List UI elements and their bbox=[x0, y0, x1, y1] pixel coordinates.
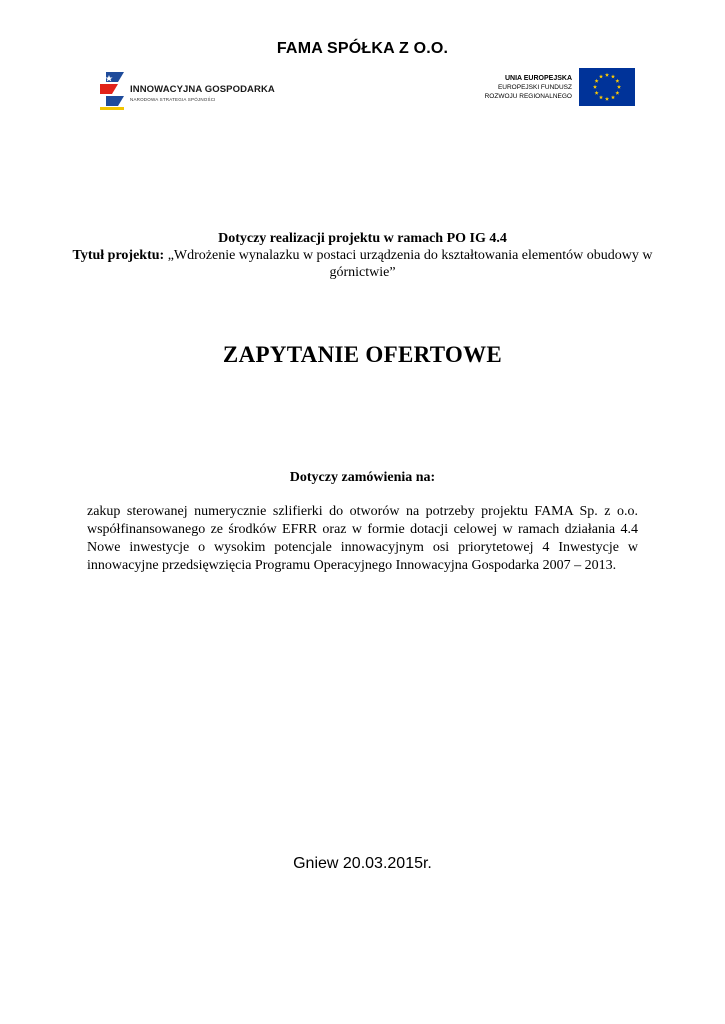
innowacyjna-gospodarka-logo bbox=[100, 72, 280, 112]
project-info bbox=[70, 230, 655, 281]
eu-logo-text bbox=[485, 74, 572, 101]
eu-fund-logo bbox=[470, 68, 635, 106]
company-name: FAMA SPÓŁKA Z O.O. bbox=[276, 40, 449, 57]
document-title: ZAPYTANIE OFERTOWE bbox=[222, 342, 503, 367]
project-title bbox=[70, 247, 655, 281]
order-heading: Dotyczy zamówienia na: bbox=[289, 470, 436, 485]
eu-logo-line1: UNIA EUROPEJSKA bbox=[504, 75, 572, 82]
eu-logo-line2: EUROPEJSKI FUNDUSZ bbox=[497, 84, 572, 91]
document-date: Gniew 20.03.2015r. bbox=[293, 855, 432, 872]
project-title-label: Tytuł projektu: bbox=[72, 248, 165, 263]
eu-flag-icon bbox=[579, 68, 635, 106]
logo-left-subtitle: NARODOWA STRATEGIA SPÓJNOŚCI bbox=[130, 97, 216, 102]
innowacyjna-gospodarka-logo-icon bbox=[100, 72, 124, 110]
project-title-value: „Wdrożenie wynalazku w postaci urządzenia do kształtowania elementów obudowy w górnictwie” bbox=[164, 248, 653, 280]
project-program: Dotyczy realizacji projektu w ramach PO IG 4.4 bbox=[218, 231, 507, 246]
eu-logo-line3: ROZWOJU REGIONALNEGO bbox=[484, 93, 572, 100]
order-description: zakup sterowanej numerycznie szlifierki do otworów na potrzeby projektu FAMA Sp. z o.o. współfinansowanego ze środków EFRR oraz w formie dotacji celowej w ramach działania 4.4 Nowe inwestycje o wysokim potencjale innowacyjnym osi priorytetowej 4 Inwestycje w innowacyjne przedsięwzięcia Programu Operacyjnego Innowacyjna Gospodarka 2007 – 2013. bbox=[87, 504, 638, 573]
logo-left-title: INNOWACYJNA GOSPODARKA bbox=[130, 84, 275, 95]
